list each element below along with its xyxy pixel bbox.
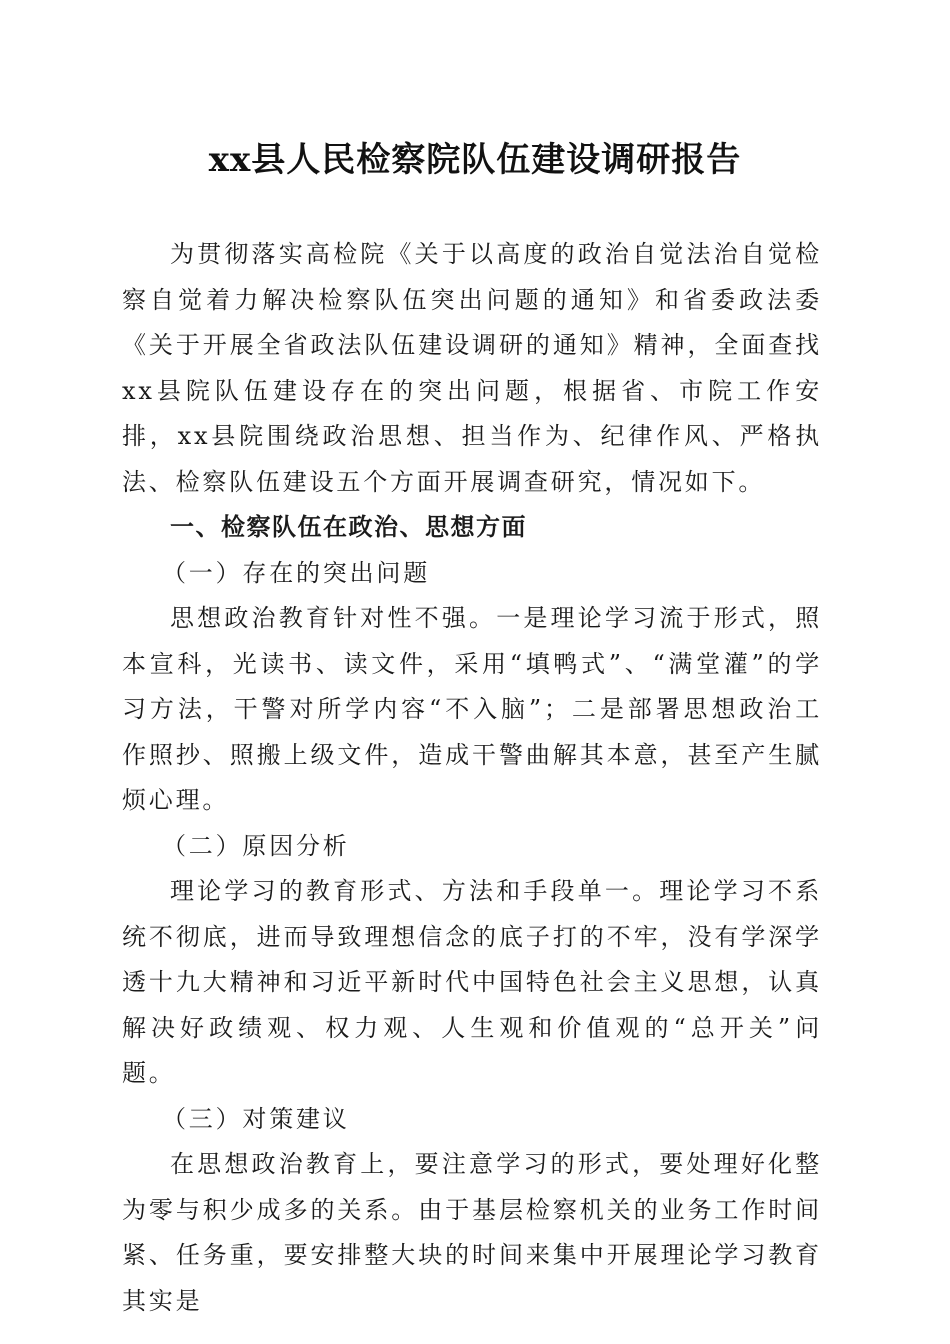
subsection-heading-problems: （一）存在的突出问题: [162, 558, 430, 587]
suggestions-paragraph: 在思想政治教育上，要注意学习的形式，要处理好化整为零与积少成多的关系。由于基层检察机关的业务工作时间紧、任务重，要安排整大块的时间来集中开展理论学习教育其实是: [122, 1150, 822, 1315]
document-body: [122, 232, 822, 1324]
intro-paragraph: 为贯彻落实高检院《关于以高度的政治自觉法治自觉检察自觉着力解决检察队伍突出问题的通知》和省委政法委《关于开展全省政法队伍建设调研的通知》精神，全面查找xx县院队伍建设存在的突出问题，根据省、市院工作安排，xx县院围绕政治思想、担当作为、纪律作风、严格执法、检察队伍建设五个方面开展调查研究，情况如下。: [122, 240, 822, 496]
analysis-paragraph: 理论学习的教育形式、方法和手段单一。理论学习不系统不彻底，进而导致理想信念的底子打的不牢，没有学深学透十九大精神和习近平新时代中国特色社会主义思想，认真解决好政绩观、权力观、人生观和价值观的“总开关”问题。: [122, 877, 822, 1087]
subsection-heading-suggestions: （三）对策建议: [162, 1104, 350, 1133]
subsection-heading-analysis: （二）原因分析: [162, 831, 350, 860]
section-heading: 一、检察队伍在政治、思想方面: [170, 513, 527, 541]
document-title: xx县人民检察院队伍建设调研报告: [208, 140, 742, 180]
problems-paragraph: 思想政治教育针对性不强。一是理论学习流于形式，照本宣科，光读书、读文件，采用“填鸭式”、“满堂灌”的学习方法，干警对所学内容“不入脑”；二是部署思想政治工作照抄、照搬上级文件，造成干警曲解其本意，甚至产生腻烦心理。: [122, 604, 822, 814]
